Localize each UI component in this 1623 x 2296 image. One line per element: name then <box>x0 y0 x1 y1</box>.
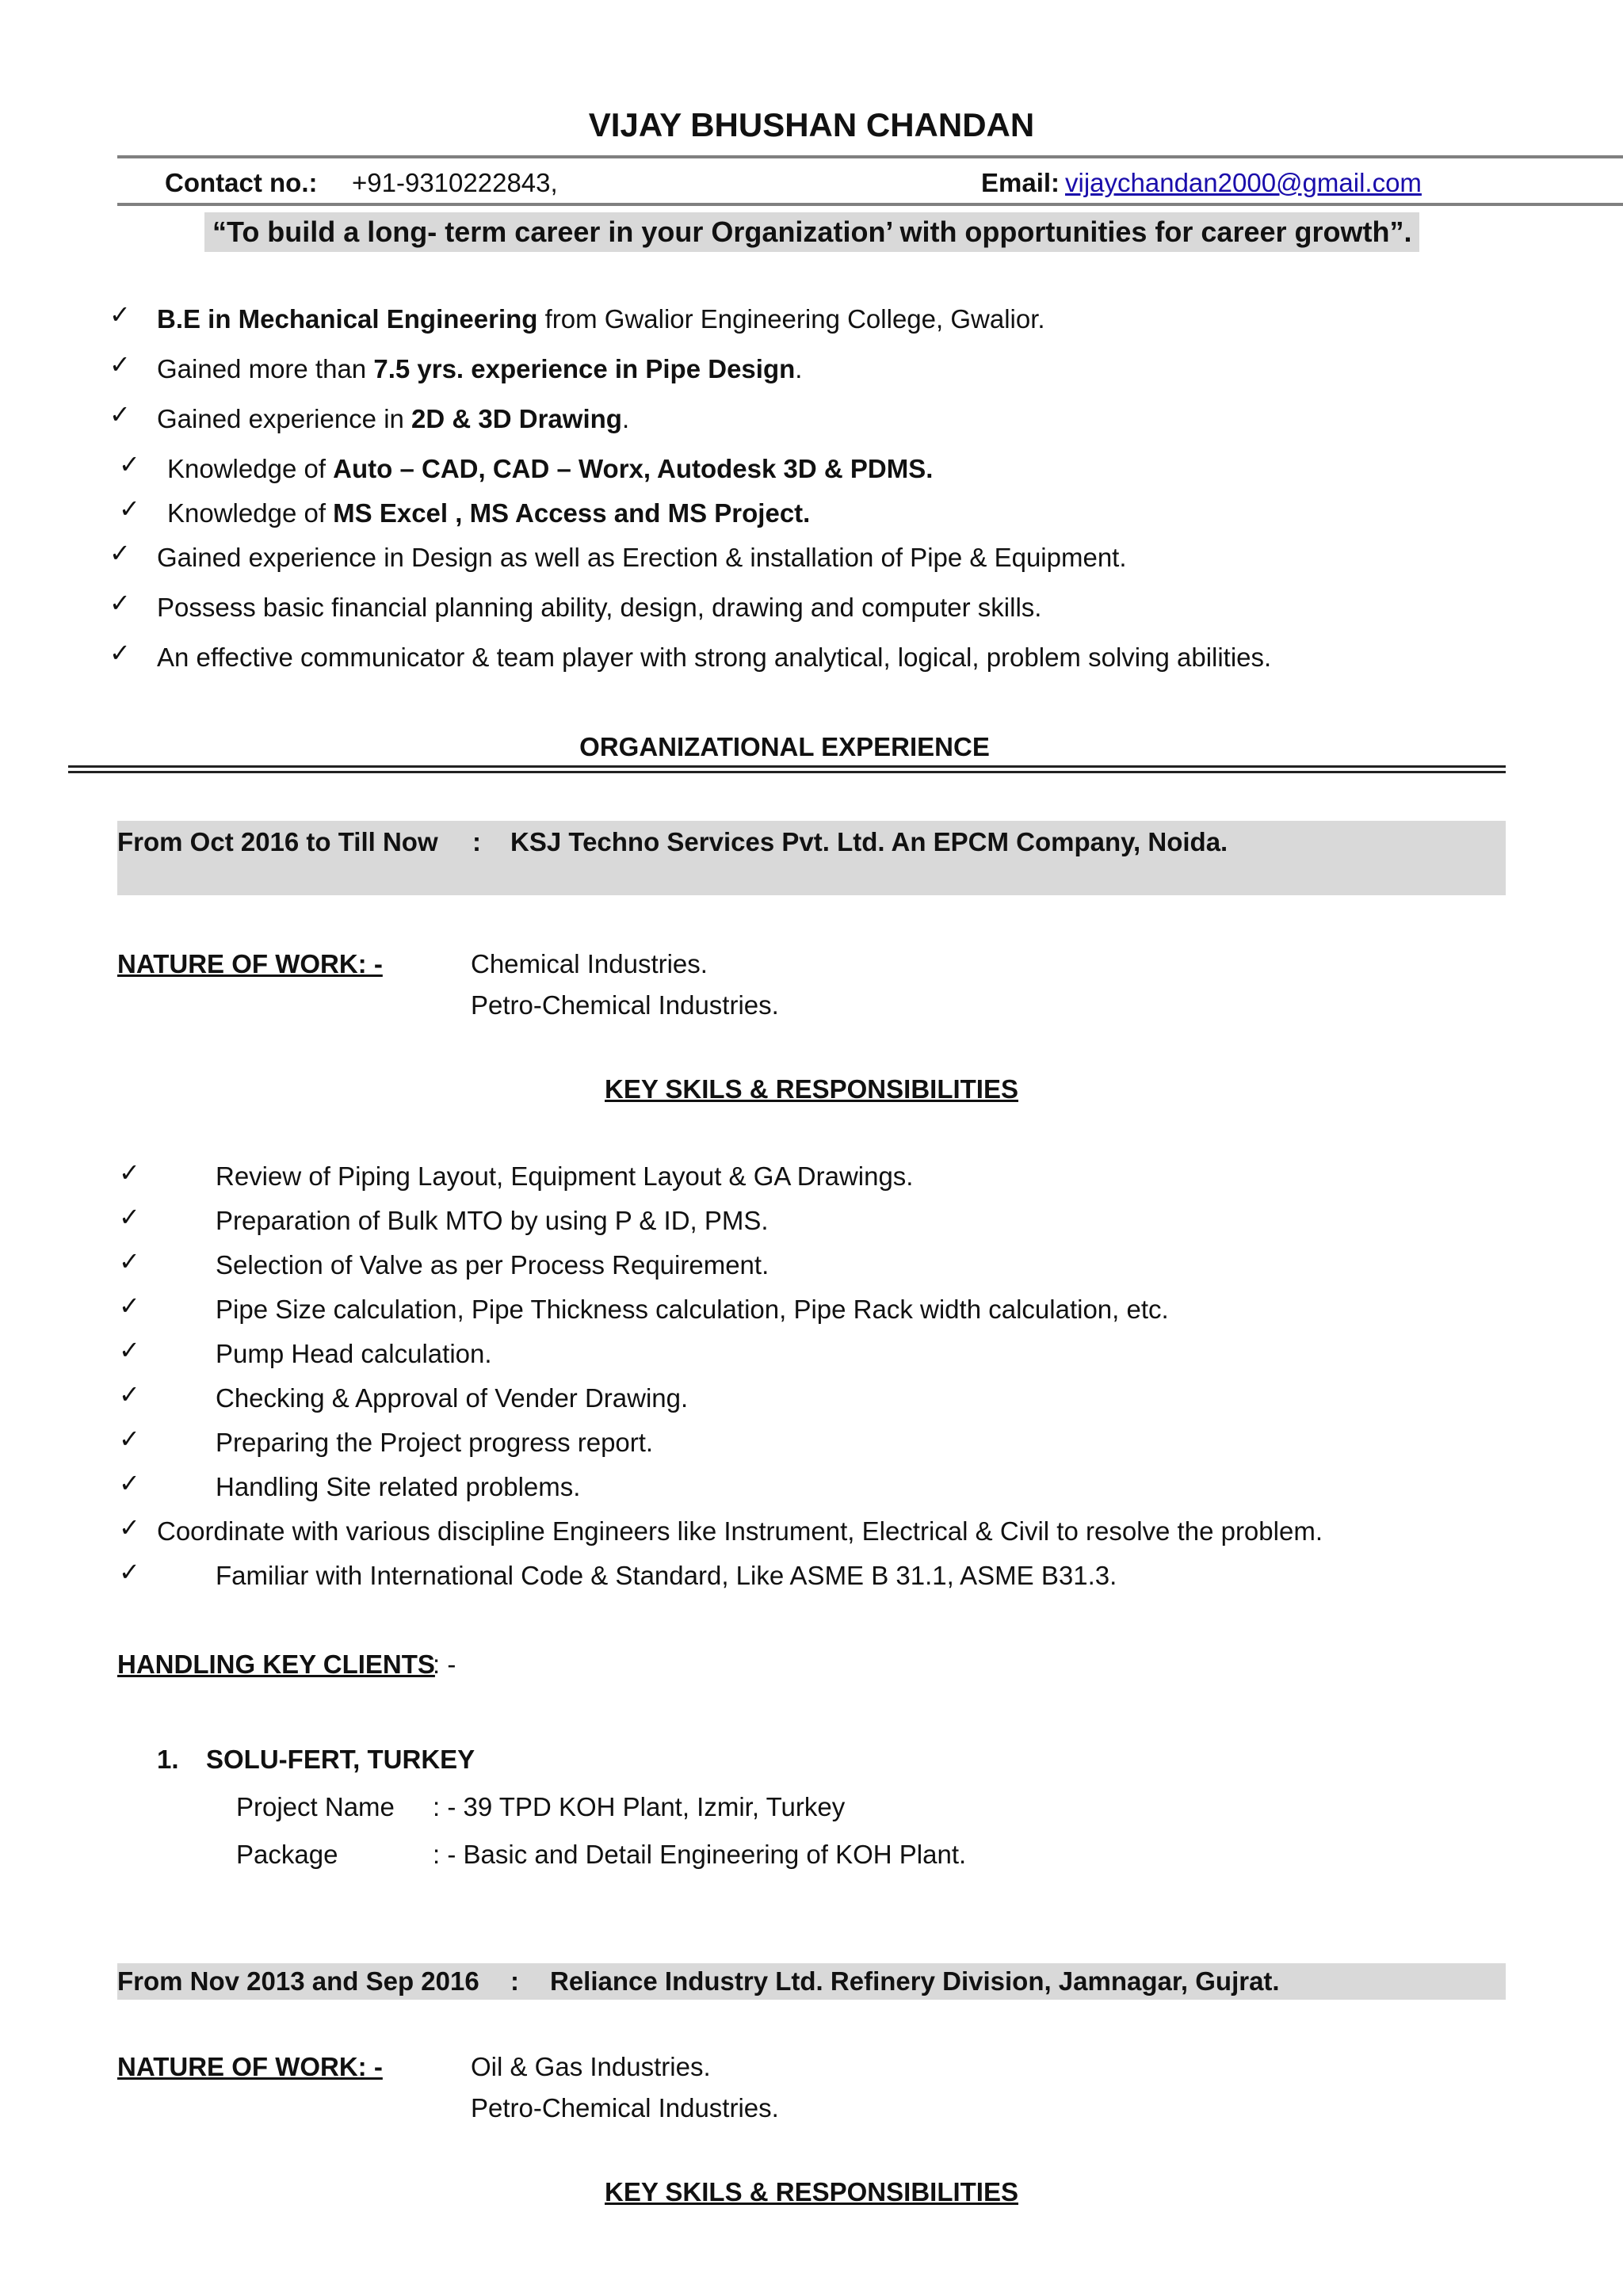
summary-item: Gained experience in 2D & 3D Drawing. <box>157 404 630 433</box>
project-name-value: : - 39 TPD KOH Plant, Izmir, Turkey <box>433 1792 846 1821</box>
project-name-label: Project Name <box>236 1792 395 1821</box>
key-clients-separator: : - <box>433 1650 456 1679</box>
check-icon: ✓ <box>119 449 140 479</box>
summary-item: Knowledge of Auto – CAD, CAD – Worx, Autodesk 3D & PDMS. <box>167 454 934 483</box>
client-number: 1. <box>157 1745 179 1774</box>
job-company: Reliance Industry Ltd. Refinery Division, Jamnagar, Gujrat. <box>550 1966 1280 1996</box>
summary-item: An effective communicator & team player with strong analytical, logical, problem solving abilities. <box>157 643 1272 672</box>
check-icon: ✓ <box>119 1291 140 1321</box>
check-icon: ✓ <box>119 1424 140 1454</box>
check-icon: ✓ <box>119 1379 140 1409</box>
responsibility-item: Familiar with International Code & Standard, Like ASME B 31.1, ASME B31.3. <box>216 1561 1117 1590</box>
contact-number: +91-9310222843, <box>352 168 558 197</box>
nature-of-work-label: NATURE OF WORK: - <box>117 949 383 978</box>
contact-label: Contact no.: <box>165 168 318 197</box>
responsibility-item: Coordinate with various discipline Engineers like Instrument, Electrical & Civil to resolve the problem. <box>157 1516 1323 1546</box>
header-rule-bottom <box>117 203 1623 206</box>
check-icon: ✓ <box>109 588 131 618</box>
section-divider <box>68 765 1506 768</box>
summary-item: Knowledge of MS Excel , MS Access and MS Project. <box>167 498 811 528</box>
job-company: KSJ Techno Services Pvt. Ltd. An EPCM Company, Noida. <box>510 827 1228 856</box>
key-skills-title: KEY SKILS & RESPONSIBILITIES <box>605 2177 1018 2206</box>
candidate-name: VIJAY BHUSHAN CHANDAN <box>588 106 1035 143</box>
job-separator: : <box>510 1966 519 1996</box>
nature-item: Chemical Industries. <box>471 949 708 978</box>
section-title-org-experience: ORGANIZATIONAL EXPERIENCE <box>579 732 990 761</box>
check-icon: ✓ <box>119 1246 140 1276</box>
package-value: : - Basic and Detail Engineering of KOH Plant. <box>433 1840 967 1869</box>
check-icon: ✓ <box>119 494 140 524</box>
responsibility-item: Selection of Valve as per Process Requirement. <box>216 1250 769 1280</box>
client-name: SOLU-FERT, TURKEY <box>206 1745 475 1774</box>
key-clients-label: HANDLING KEY CLIENTS <box>117 1650 435 1679</box>
summary-item: Gained more than 7.5 yrs. experience in Pipe Design. <box>157 354 803 383</box>
check-icon: ✓ <box>119 1557 140 1587</box>
check-icon: ✓ <box>119 1335 140 1365</box>
nature-item: Petro-Chemical Industries. <box>471 990 779 1020</box>
check-icon: ✓ <box>109 399 131 429</box>
email-label: Email: <box>981 168 1060 197</box>
package-label: Package <box>236 1840 338 1869</box>
responsibility-item: Pump Head calculation. <box>216 1339 492 1368</box>
nature-item: Oil & Gas Industries. <box>471 2052 711 2081</box>
career-objective: “To build a long- term career in your Organization’ with opportunities for career growth”. <box>204 212 1419 252</box>
summary-item: Gained experience in Design as well as Erection & installation of Pipe & Equipment. <box>157 543 1127 572</box>
summary-item: B.E in Mechanical Engineering from Gwalior Engineering College, Gwalior. <box>157 304 1045 334</box>
check-icon: ✓ <box>119 1512 140 1543</box>
check-icon: ✓ <box>109 638 131 668</box>
responsibility-item: Preparation of Bulk MTO by using P & ID, PMS. <box>216 1206 769 1235</box>
email-link[interactable]: vijaychandan2000@gmail.com <box>1065 168 1422 197</box>
section-divider <box>68 771 1506 773</box>
responsibility-item: Pipe Size calculation, Pipe Thickness calculation, Pipe Rack width calculation, etc. <box>216 1295 1169 1324</box>
check-icon: ✓ <box>119 1202 140 1232</box>
responsibility-item: Checking & Approval of Vender Drawing. <box>216 1383 689 1413</box>
check-icon: ✓ <box>119 1468 140 1498</box>
summary-item: Possess basic financial planning ability, design, drawing and computer skills. <box>157 593 1042 622</box>
responsibility-item: Review of Piping Layout, Equipment Layout & GA Drawings. <box>216 1161 914 1191</box>
job-period: From Nov 2013 and Sep 2016 <box>117 1966 479 1996</box>
check-icon: ✓ <box>119 1158 140 1188</box>
key-skills-title: KEY SKILS & RESPONSIBILITIES <box>605 1074 1018 1104</box>
check-icon: ✓ <box>109 349 131 379</box>
check-icon: ✓ <box>109 299 131 330</box>
nature-item: Petro-Chemical Industries. <box>471 2093 779 2122</box>
nature-of-work-label: NATURE OF WORK: - <box>117 2052 383 2081</box>
job-separator: : <box>472 827 481 856</box>
job-period: From Oct 2016 to Till Now <box>117 827 438 856</box>
check-icon: ✓ <box>109 538 131 568</box>
header-rule-top <box>117 155 1623 158</box>
responsibility-item: Preparing the Project progress report. <box>216 1428 654 1457</box>
responsibility-item: Handling Site related problems. <box>216 1472 581 1501</box>
